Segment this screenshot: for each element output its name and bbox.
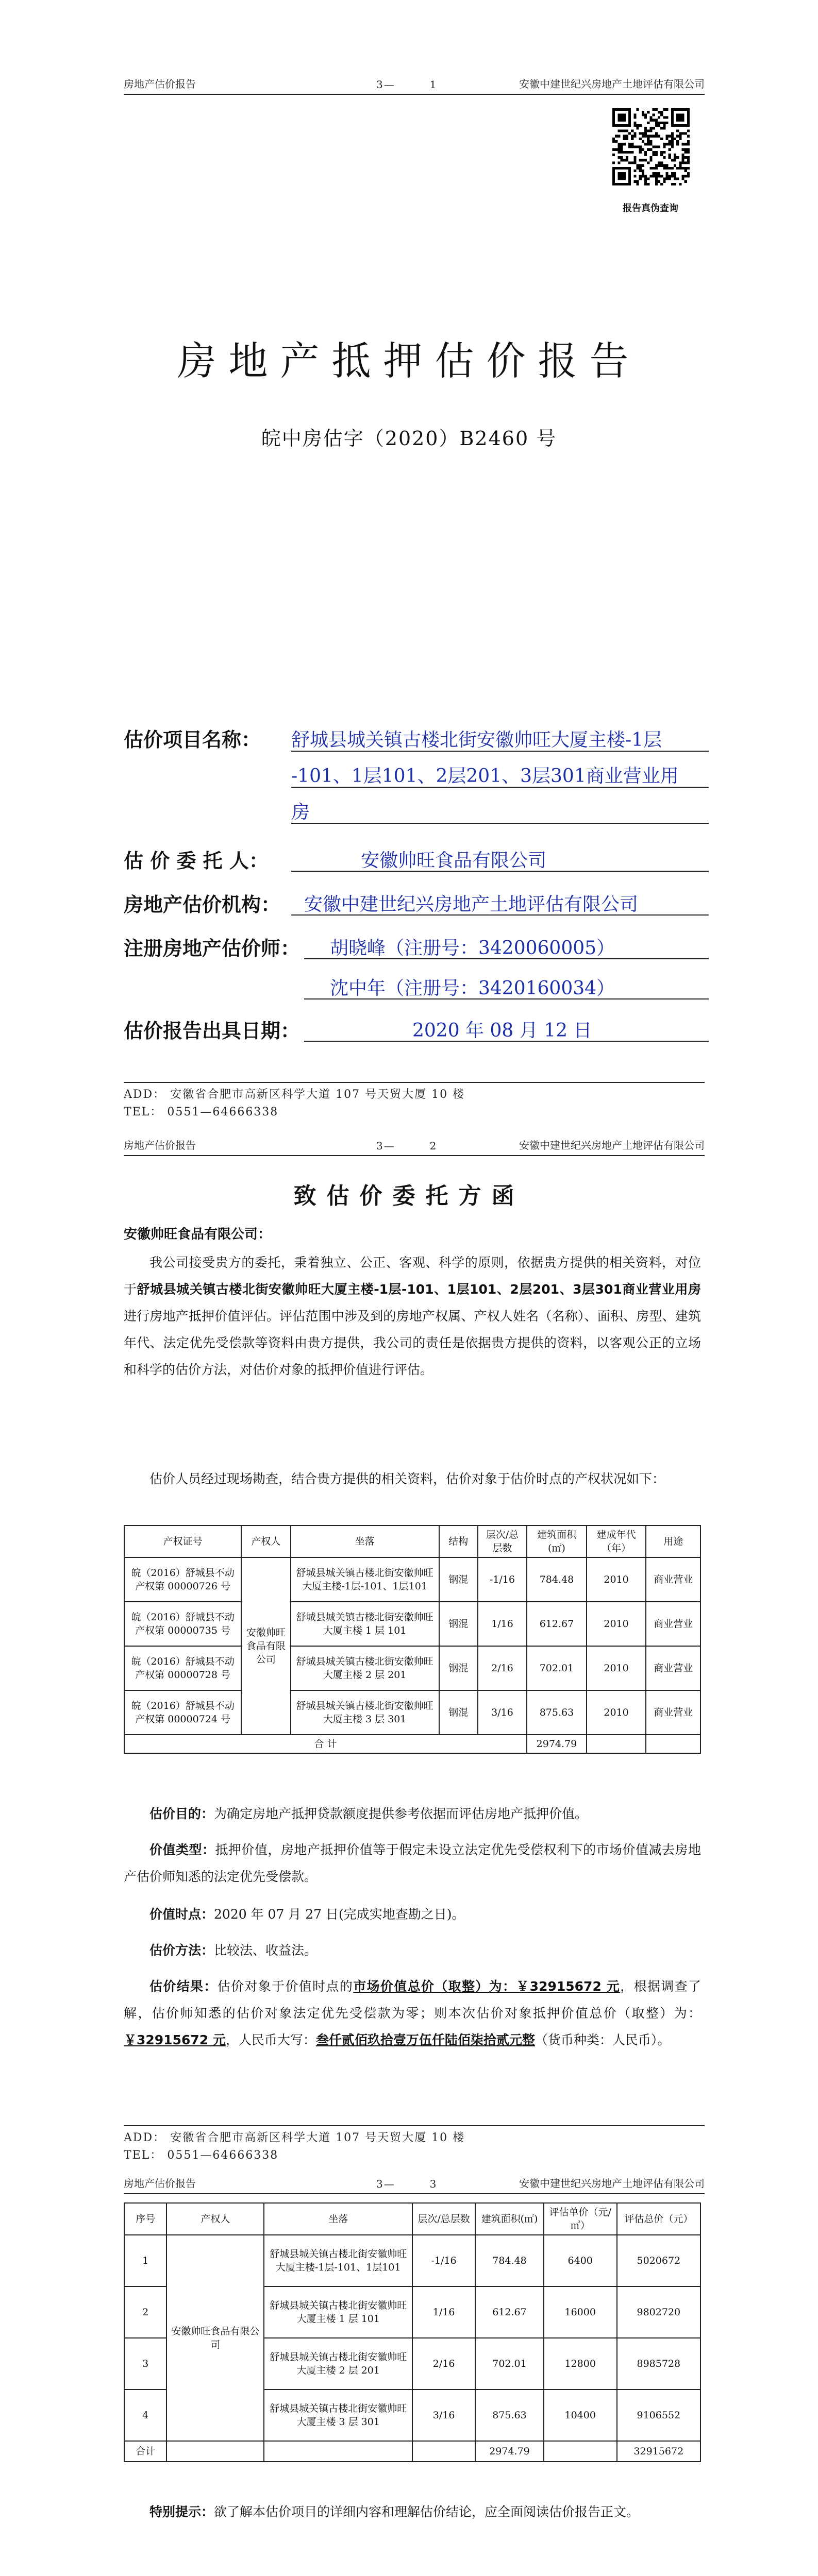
table-row: 皖（2016）舒城县不动产权第 00000724 号 舒城县城关镇古楼北街安徽帅旺大厦主楼 3 层 301 钢混 3/16 875.63 2010 商业营业	[124, 1690, 700, 1735]
table-row: 3 舒城县城关镇古楼北街安徽帅旺大厦主楼 2 层 201 2/16 702.01 12800 8985728	[124, 2338, 700, 2389]
header-left: 房地产估价报告	[124, 78, 196, 90]
client-label: 估 价 委 托 人：	[124, 850, 269, 872]
letter-paragraph-1: 我公司接受贵方的委托，秉着独立、公正、客观、科学的原则，依据贵方提供的相关资料，对位于舒城县城关镇古楼北街安徽帅旺大厦主楼-1层-101、1层101、2层201、3层301商业营业用房进行房地产抵押价值评估。评估范围中涉及到的房地产权属、产权人姓名（名称）、面积、房型、建筑年代、法定优先受偿款等资料由贵方提供，我公司的责任是依据贵方提供的资料，以客观公正的立场和科学的估价方法，对估价对象的抵押价值进行评估。	[124, 1255, 701, 1377]
letter-purpose: 估价目的：为确定房地产抵押贷款额度提供参考依据而评估房地产抵押价值。	[149, 1806, 588, 1821]
letter-value-type: 价值类型：抵押价值，房地产抵押价值等于假定未设立法定优先受偿权利下的市场价值减去房地产估价师知悉的法定优先受偿款。	[124, 1842, 701, 1884]
agency-label: 房地产估价机构：	[124, 893, 281, 916]
table-row: 皖（2016）舒城县不动产权第 00000728 号 舒城县城关镇古楼北街安徽帅旺大厦主楼 2 层 201 钢混 2/16 702.01 2010 商业营业	[124, 1646, 700, 1690]
report-title: 房地产抵押估价报告	[177, 338, 641, 384]
project-name-line2: -101、1层101、2层201、3层301商业营业用	[291, 766, 679, 787]
client-name: 安徽帅旺食品有限公司	[361, 850, 547, 871]
report-date: 2020 年 08 月 12 日	[412, 1020, 592, 1041]
letter-result: 估价结果：估价对象于价值时点的市场价值总价（取整）为：￥32915672 元，根据调查了解，估价师知悉的估价对象法定优先受偿款为零；则本次估价对象抵押价值总价（取整）为：￥32915672 元，人民币大写：叁仟贰佰玖拾壹万伍仟陆佰柒拾贰元整（货币种类：人民币）。	[124, 1979, 701, 2047]
appraiser-label: 注册房地产估价师：	[124, 937, 301, 960]
project-name-line1: 舒城县城关镇古楼北街安徽帅旺大厦主楼-1层	[291, 730, 662, 751]
qr-caption: 报告真伪查询	[623, 203, 678, 214]
page-footer: ADD： 安徽省合肥市高新区科学大道 107 号天贸大厦 10 楼 TEL： 0551—64666338	[124, 2125, 705, 2164]
project-name-line3: 房	[291, 802, 310, 823]
valuation-table: 序号 产权人 坐落 层次/总层数 建筑面积(㎡) 评估单价（元/㎡） 评估总价（元） 1 安徽帅旺食品有限公司 舒城县城关镇古楼北街安徽帅旺大厦主楼-1层-101、1层101 -1/16 784.48 6400 5020672 2 舒城县城关镇古楼北街安徽帅旺大厦主楼 1 层 101 1/16 612.67 16000 9802720 3 舒城县城关镇古楼北街安徽帅旺大厦主楼 2 层 201 2/16 702.01 12800 8985728 4 舒城县城关镇古楼北街安徽帅旺大厦主楼 3 层 301 3/16 875.63 10400 9106552 合计 2974.79 32915672	[124, 2202, 701, 2462]
header-right: 安徽中建世纪兴房地产土地评估有限公司	[519, 78, 705, 90]
page-header: 房地产估价报告 3— 3 安徽中建世纪兴房地产土地评估有限公司	[124, 2177, 705, 2194]
page-footer	[124, 1082, 705, 1121]
special-note: 特别提示：欲了解本估价项目的详细内容和理解估价结论，应全面阅读估价报告正文。	[149, 2504, 640, 2519]
letter-addressee: 安徽帅旺食品有限公司：	[124, 1227, 272, 1242]
project-label: 估价项目名称：	[124, 728, 261, 751]
footer-address: ADD： 安徽省合肥市高新区科学大道 107 号天贸大厦 10 楼	[124, 1088, 465, 1101]
table-row: 4 舒城县城关镇古楼北街安徽帅旺大厦主楼 3 层 301 3/16 875.63 10400 9106552	[124, 2389, 700, 2441]
page-header	[124, 77, 705, 95]
owner-cell: 安徽帅旺食品有限公司	[241, 1557, 290, 1735]
header-page-number: 3— 1	[376, 78, 438, 91]
appraiser-1: 胡晓峰（注册号：3420060005）	[330, 938, 615, 959]
document-number: 皖中房估字（2020）B2460 号	[261, 427, 557, 450]
table-row: 皖（2016）舒城县不动产权第 00000735 号 舒城县城关镇古楼北街安徽帅旺大厦主楼 1 层 101 钢混 1/16 612.67 2010 商业营业	[124, 1602, 700, 1646]
letter-method: 估价方法：比较法、收益法。	[149, 1943, 318, 1958]
table-total-row: 合 计 2974.79	[124, 1735, 700, 1753]
letter-value-date: 价值时点：2020 年 07 月 27 日(完成实地查勘之日)。	[149, 1907, 465, 1922]
table-row: 1 安徽帅旺食品有限公司 舒城县城关镇古楼北街安徽帅旺大厦主楼-1层-101、1层101 -1/16 784.48 6400 5020672	[124, 2235, 700, 2286]
agency-name: 安徽中建世纪兴房地产土地评估有限公司	[304, 894, 639, 915]
cover-page	[0, 0, 818, 1066]
table-total-row: 合计 2974.79 32915672	[124, 2441, 700, 2462]
date-label: 估价报告出具日期：	[124, 1020, 301, 1042]
table-row: 2 舒城县城关镇古楼北街安徽帅旺大厦主楼 1 层 101 1/16 612.67 16000 9802720	[124, 2286, 700, 2338]
letter-paragraph-2: 估价人员经过现场勘查，结合贵方提供的相关资料，估价对象于估价时点的产权状况如下：	[149, 1471, 665, 1486]
property-table: 产权证号 产权人 坐落 结构 层次/总层数 建筑面积(㎡) 建成年代（年） 用途 皖（2016）舒城县不动产权第 00000726 号 安徽帅旺食品有限公司 舒城县城关镇古楼北街安徽帅旺大厦主楼-1层-101、1层101 钢混 -1/16 784.48 2010 商业营业 皖（2016）舒城县不动产权第 00000735 号 舒城县城关镇古楼北街安徽帅旺大厦主楼 1 层 101 钢混 1/16 612.67 2010 商业营业 皖（2016）舒城县不动产权第 00000728 号 舒城县城关镇古楼北街安徽帅旺大厦主楼 2 层 201 钢混 2/16 702.01 2010 商业营业 皖（2016）舒城县不动产权第 00000724 号 舒城县城关镇古楼北街安徽帅旺大厦主楼 3 层 301 钢混 3/16 875.63 2010 商业营业 合 计 2974.79	[124, 1525, 701, 1754]
qr-code[interactable]	[612, 108, 690, 185]
footer-phone: TEL： 0551—64666338	[124, 1106, 279, 1118]
letter-title: 致估价委托方函	[293, 1183, 525, 1209]
page-header: 房地产估价报告 3— 2 安徽中建世纪兴房地产土地评估有限公司	[124, 1139, 705, 1156]
owner-cell: 安徽帅旺食品有限公司	[166, 2235, 264, 2441]
table-row: 皖（2016）舒城县不动产权第 00000726 号 安徽帅旺食品有限公司 舒城县城关镇古楼北街安徽帅旺大厦主楼-1层-101、1层101 钢混 -1/16 784.48 2010 商业营业	[124, 1557, 700, 1602]
appraiser-2: 沈中年（注册号：3420160034）	[330, 978, 615, 999]
